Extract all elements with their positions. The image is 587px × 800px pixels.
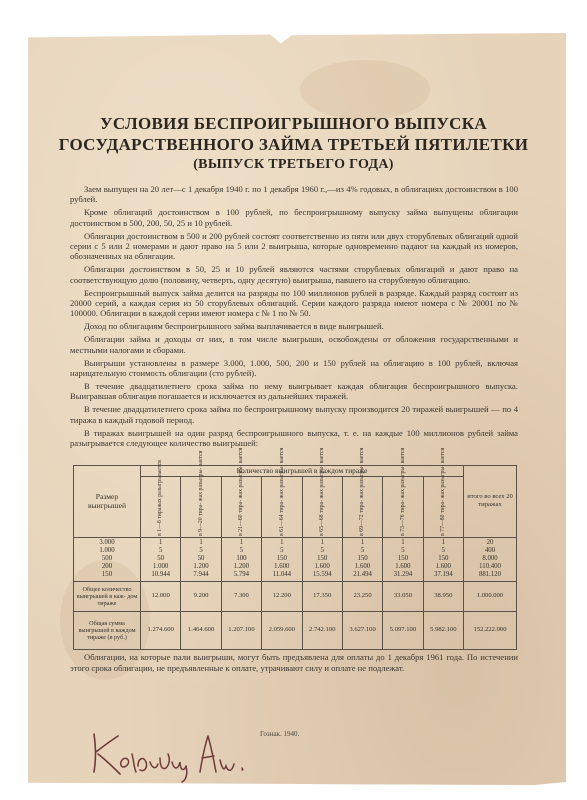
table-row [74, 537, 517, 581]
paragraph: Облигации займа и доходы от них, в том числе выигрыши, освобождены от обложения государственными и местными налогами и сборами. [70, 334, 518, 355]
imprint: Гознак. 1940. [260, 730, 300, 738]
column-header: в 73—76 тира- жах разыгры- вается [383, 476, 423, 537]
count-cell: 23.250 [342, 581, 382, 611]
paragraph: Выигрыши установлены в размере 3.000, 1.000, 500, 200 и 150 рублей на облигацию в 100 рублей, включая нарицательную стоимость облигации (сто рублей). [70, 357, 518, 378]
paragraph: Облигации достоинством в 500 и 200 рублей состоят соответственно из пяти или двух сторублевых облигаций одной серии с 5 или 2 номерами и дают право на 5 или 2 выигрыша, которые одновременно падают на каждый из номеров, обозначенных на облигации. [70, 230, 518, 262]
sum-cell: 1.464.600 [181, 611, 221, 649]
title-line-1: УСЛОВИЯ БЕСПРОИГРЫШНОГО ВЫПУСКА [100, 114, 487, 133]
count-cell: 7.300 [221, 581, 261, 611]
column-header: в 21—60 тира- жах разыгры- вается [221, 476, 261, 537]
value-cell: 1 5 150 1.600 11.044 [262, 537, 302, 581]
table-row [74, 581, 517, 611]
paragraph: Облигации достоинством в 50, 25 и 10 рублей являются частями сторублевых облигаций и дают право на соответствующую долю (половину, четверть, одну десятую) выигрыша, павшего на сторублевую облигацию. [70, 264, 518, 285]
handwritten-signature [86, 714, 266, 784]
paragraph: Доход по облигациям беспроигрышного займа выплачивается в виде выигрышей. [84, 321, 384, 332]
sum-cell: 2.059.600 [262, 611, 302, 649]
header-size: Размер выигрышей [74, 466, 141, 538]
paragraph: Кроме облигаций достоинством в 100 рублей, по беспроигрышному выпуску займа выпущены облигации достоинством в 500, 200, 50, 25 и 10 рублей. [70, 207, 518, 228]
value-cell: 1 5 150 1.600 37.194 [423, 537, 463, 581]
sum-cell: 1.207.100 [221, 611, 261, 649]
title-line-3: (ВЫПУСК ТРЕТЬЕГО ГОДА) [193, 157, 394, 172]
count-cell: 33.050 [383, 581, 423, 611]
column-header: в 1—8 тиражах разыгрывается [141, 476, 181, 537]
conditions-text [70, 184, 518, 451]
paragraph: В течение двадцатилетнего срока займа по нему выигрывает каждая облигация беспроигрышного выпуска. Выигравшая облигация погашается и исключается из дальнейших тиражей. [70, 380, 518, 402]
sum-cell: 152.222.000 [464, 611, 517, 649]
footnote: Облигации, на которые пали выигрыши, могут быть предъявлена для оплаты до 1 декабря 1961 года. По истечении этого срока облигации, не предъявленные к оплате, утрачивают силу и оплате не подлежат. [70, 652, 518, 673]
sum-cell: 1.274.600 [141, 611, 181, 649]
count-cell: 12.000 [141, 581, 181, 611]
value-cell: 1 5 150 1.600 21.494 [342, 537, 382, 581]
column-header: в 69—72 тира- жах разыгры- вается [342, 476, 382, 537]
count-cell: 9.200 [181, 581, 221, 611]
paragraph: Беспроигрышный выпуск займа делится на разряды по 100 миллионов рублей в разряде. Каждый разряд состоит из 20000 серий, а каждая серия из 50 сторублевых облигаций. Серии каждого разряда имеют номера с № 20001 по № 100000. Облигации в каждой серии имеют номера с № 1 по № 50. [70, 287, 518, 319]
row-label: Общее количество выигрышей в каж- дом тираже [74, 581, 141, 611]
paragraph: В тиражах выигрышей на один разряд беспроигрышного выпуска, т. е. на каждые 100 миллионов рублей займа разыгрывается следующее количество выигрышей: [70, 427, 518, 448]
value-cell: 1 5 150 1.600 31.294 [383, 537, 423, 581]
column-header: в 65—68 тира- жах разыгры- вается [302, 476, 342, 537]
title-line-2: ГОСУДАРСТВЕННОГО ЗАЙМА ТРЕТЬЕЙ ПЯТИЛЕТКИ [58, 135, 529, 154]
paragraph: В течение двадцатилетнего срока займа по беспроигрышному выпуску производится 20 тиражей выигрышей — по 4 тиража в каждый годовой период. [70, 404, 518, 425]
paragraph: Заем выпущен на 20 лет—с 1 декабря 1940 г. по 1 декабря 1960 г.,—из 4% годовых, в облигациях достоинством в 100 рублей. [70, 184, 518, 205]
sum-cell: 5.982.100 [423, 611, 463, 649]
document-title [0, 113, 587, 175]
count-cell: 12.200 [262, 581, 302, 611]
header-group: Количество выигрышей в каждом тираже [141, 466, 464, 477]
count-cell: 38.950 [423, 581, 463, 611]
count-cell: 17.350 [302, 581, 342, 611]
count-cell: 1.000.000 [464, 581, 517, 611]
size-cell: 3.000 1.000 500 200 150 [74, 537, 141, 581]
sum-cell: 2.742.100 [302, 611, 342, 649]
value-cell: 1 5 150 1.600 15.594 [302, 537, 342, 581]
column-header: в 77—80 тира- жах разыгры- вается [423, 476, 463, 537]
column-header: в 9—20 тира- жах разыгры- вается [181, 476, 221, 537]
value-cell: 1 5 100 1.200 5.794 [221, 537, 261, 581]
sum-cell: 5.097.100 [383, 611, 423, 649]
column-header: в 61—64 тира- жах разыгры- вается [262, 476, 302, 537]
table-row [74, 611, 517, 649]
total-cell: 20 400 8.000 110.400 881.120 [464, 537, 517, 581]
prize-table [73, 447, 517, 650]
sum-cell: 3.627.100 [342, 611, 382, 649]
header-total: итого во всех 20 тиражах [464, 466, 517, 538]
row-label: Общая сумма выигрышей в каждом тираже (в руб.) [74, 611, 141, 649]
value-cell: 1 5 50 1.200 7.944 [181, 537, 221, 581]
value-cell: 1 5 50 1.000 10.944 [141, 537, 181, 581]
